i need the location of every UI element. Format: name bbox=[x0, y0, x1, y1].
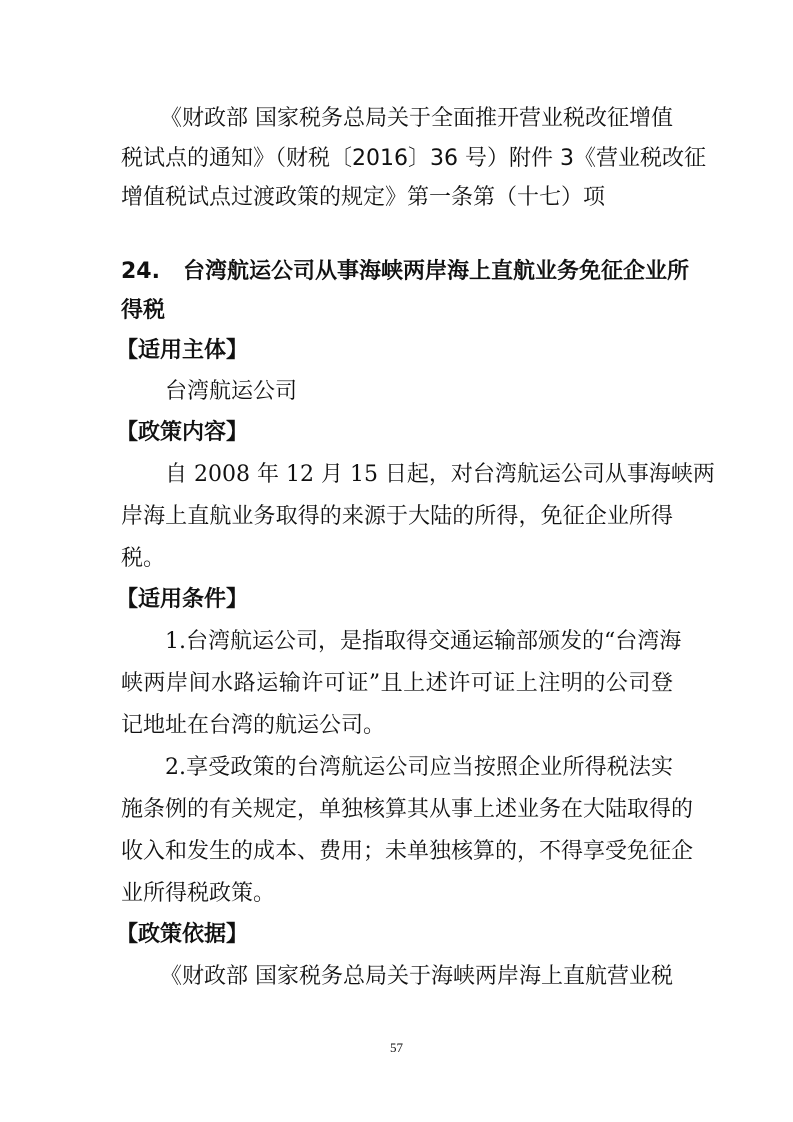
condition2-line-2: 施条例的有关规定，单独核算其从事上述业务在大陆取得的 bbox=[121, 797, 694, 822]
prev-reference-line-3: 增值税试点过渡政策的规定》第一条第（十七）项 bbox=[121, 185, 606, 210]
condition1-line-3: 记地址在台湾的航运公司。 bbox=[121, 713, 386, 738]
content-line-3: 税。 bbox=[121, 546, 166, 571]
condition2-line-4: 业所得税政策。 bbox=[121, 881, 276, 906]
condition1-line-1: 1.台湾航运公司，是指取得交通运输部颁发的“台湾海 bbox=[165, 629, 682, 654]
section-heading-line-2: 得税 bbox=[121, 298, 166, 323]
basis-line: 《财政部 国家税务总局关于海峡两岸海上直航营业税 bbox=[160, 964, 673, 989]
subject-label: 【适用主体】 bbox=[116, 338, 249, 363]
conditions-label: 【适用条件】 bbox=[116, 587, 249, 612]
condition1-line-2: 峡两岸间水路运输许可证”且上述许可证上注明的公司登 bbox=[121, 671, 673, 696]
content-line-1: 自 2008 年 12 月 15 日起，对台湾航运公司从事海峡两 bbox=[165, 462, 715, 487]
page-number: 57 bbox=[390, 1040, 403, 1055]
section-heading-line-1: 24. 台湾航运公司从事海峡两岸海上直航业务免征企业所 bbox=[121, 259, 689, 284]
subject-text: 台湾航运公司 bbox=[165, 379, 298, 404]
condition2-line-3: 收入和发生的成本、费用；未单独核算的，不得享受免征企 bbox=[121, 839, 694, 864]
condition2-line-1: 2.享受政策的台湾航运公司应当按照企业所得税法实 bbox=[165, 755, 673, 780]
content-label: 【政策内容】 bbox=[116, 420, 249, 445]
basis-label: 【政策依据】 bbox=[116, 922, 249, 947]
prev-reference-line-2: 税试点的通知》（财税〔2016〕36 号）附件 3《营业税改征 bbox=[121, 146, 706, 171]
prev-reference-line-1: 《财政部 国家税务总局关于全面推开营业税改征增值 bbox=[160, 106, 673, 131]
content-line-2: 岸海上直航业务取得的来源于大陆的所得，免征企业所得 bbox=[121, 504, 673, 529]
